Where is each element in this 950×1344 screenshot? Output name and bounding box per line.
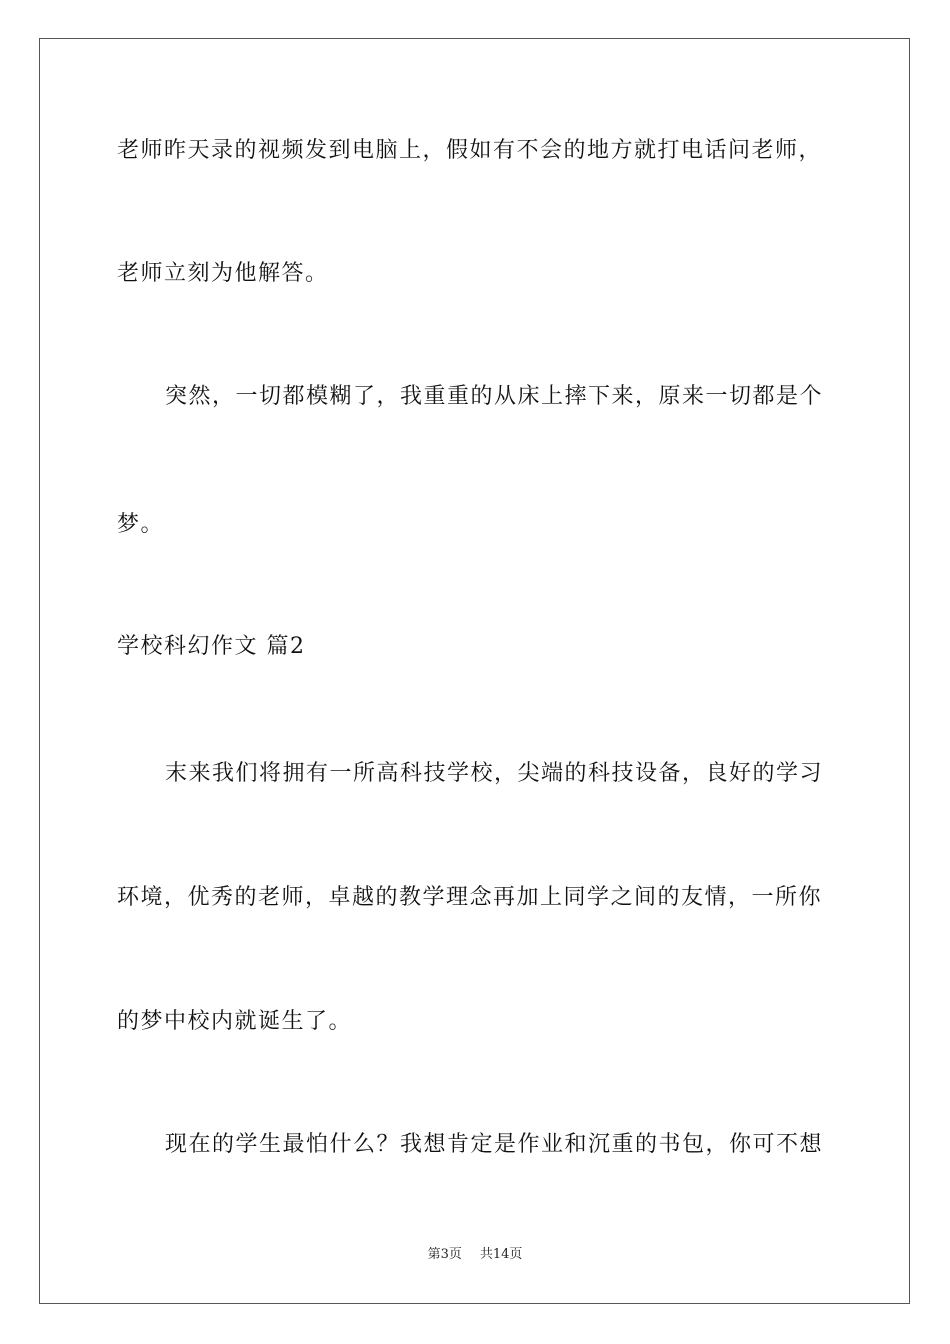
paragraph-line: 现在的学生最怕什么？我想肯定是作业和沉重的书包，你可不想	[165, 1132, 824, 1157]
section-heading: 学校科幻作文 篇2	[117, 634, 306, 659]
paragraph-line: 梦。	[117, 512, 165, 537]
paragraph-line: 突然，一切都模糊了，我重重的从床上摔下来，原来一切都是个	[165, 384, 824, 409]
paragraph-line: 老师昨天录的视频发到电脑上，假如有不会的地方就打电话问老师，	[117, 138, 823, 163]
page-footer	[0, 1246, 950, 1264]
page-number: 第3页	[427, 1247, 462, 1262]
page-border	[39, 38, 910, 1304]
paragraph-line: 末来我们将拥有一所高科技学校，尖端的科技设备，良好的学习	[165, 761, 824, 786]
paragraph-line: 老师立刻为他解答。	[117, 261, 329, 286]
paragraph-line: 环境，优秀的老师，卓越的教学理念再加上同学之间的友情，一所你	[117, 885, 823, 910]
paragraph-line: 的梦中校内就诞生了。	[117, 1009, 353, 1034]
page-total: 共14页	[479, 1247, 523, 1262]
